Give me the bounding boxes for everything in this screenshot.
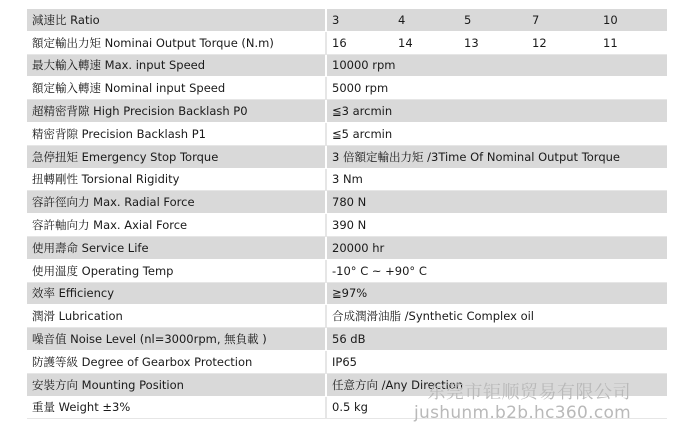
spec-value: ≦3 arcmin bbox=[326, 100, 667, 123]
spec-label: 精密背隙 Precision Backlash P1 bbox=[27, 122, 326, 145]
spec-label: 效率 Efficiency bbox=[27, 282, 326, 305]
spec-value-cell: 4 bbox=[398, 12, 406, 27]
spec-label: 噪音值 Noise Level (nl=3000rpm, 無負載 ) bbox=[27, 328, 326, 351]
spec-label: 最大輸入轉速 Max. input Speed bbox=[27, 54, 326, 77]
spec-label: 額定輸出力矩 Nominai Output Torque (N.m) bbox=[27, 31, 326, 54]
spec-value bbox=[326, 31, 667, 54]
spec-label: 容許徑向力 Max. Radial Force bbox=[27, 191, 326, 214]
spec-value: 10000 rpm bbox=[326, 54, 667, 77]
spec-value: ≦5 arcmin bbox=[326, 122, 667, 145]
spec-label: 重量 Weight ±3% bbox=[27, 396, 326, 419]
spec-value: 5000 rpm bbox=[326, 77, 667, 100]
table-row bbox=[27, 77, 667, 100]
spec-label: 超精密背隙 High Precision Backlash P0 bbox=[27, 100, 326, 123]
spec-label: 使用溫度 Operating Temp bbox=[27, 259, 326, 282]
watermark bbox=[414, 382, 631, 424]
spec-value bbox=[326, 9, 667, 31]
table-row bbox=[27, 100, 667, 123]
table-row bbox=[27, 236, 667, 259]
spec-value-cell: 14 bbox=[398, 35, 413, 50]
spec-value: 56 dB bbox=[326, 328, 667, 351]
spec-value-cell: 10 bbox=[603, 12, 618, 27]
spec-value: 3 倍額定輸出力矩 /3Time Of Nominal Output Torque bbox=[326, 145, 667, 168]
table-row bbox=[27, 168, 667, 191]
spec-label: 安裝方向 Mounting Position bbox=[27, 373, 326, 396]
spec-label: 防護等級 Degree of Gearbox Protection bbox=[27, 350, 326, 373]
table-row bbox=[27, 350, 667, 373]
table-row bbox=[27, 191, 667, 214]
spec-value-cell: 3 bbox=[332, 12, 340, 27]
spec-value: 任意方向 /Any Direction bbox=[326, 373, 667, 396]
table-row bbox=[27, 328, 667, 351]
spec-value-cell: 5 bbox=[464, 12, 472, 27]
table-row bbox=[27, 145, 667, 168]
spec-value-cell: 7 bbox=[532, 12, 540, 27]
spec-label: 額定輸入轉速 Nominal input Speed bbox=[27, 77, 326, 100]
watermark-company: 东莞市钜顺贸易有限公司 bbox=[427, 382, 632, 403]
table-row bbox=[27, 214, 667, 237]
spec-label: 急停扭矩 Emergency Stop Torque bbox=[27, 145, 326, 168]
table-row bbox=[27, 259, 667, 282]
spec-label: 減速比 Ratio bbox=[27, 9, 326, 31]
spec-value-cell: 13 bbox=[464, 35, 479, 50]
spec-value: 20000 hr bbox=[326, 236, 667, 259]
spec-value: 390 N bbox=[326, 214, 667, 237]
spec-value: 3 Nm bbox=[326, 168, 667, 191]
spec-value-cell: 11 bbox=[603, 35, 618, 50]
table-row bbox=[27, 31, 667, 54]
spec-value: ≧97% bbox=[326, 282, 667, 305]
spec-label: 扭轉剛性 Torsional Rigidity bbox=[27, 168, 326, 191]
spec-value: 合成潤滑油脂 /Synthetic Complex oil bbox=[326, 305, 667, 328]
table-row bbox=[27, 122, 667, 145]
spec-value: 0.5 kg bbox=[326, 396, 667, 419]
spec-label: 容許軸向力 Max. Axial Force bbox=[27, 214, 326, 237]
spec-value: IP65 bbox=[326, 350, 667, 373]
spec-value: -10° C ~ +90° C bbox=[326, 259, 667, 282]
spec-value-cell: 12 bbox=[532, 35, 547, 50]
spec-value: 780 N bbox=[326, 191, 667, 214]
watermark-url: jushunm.b2b.hc360.com bbox=[414, 403, 632, 423]
table-row bbox=[27, 54, 667, 77]
spec-table bbox=[27, 9, 667, 419]
spec-label: 使用壽命 Service Life bbox=[27, 236, 326, 259]
spec-label: 潤滑 Lubrication bbox=[27, 305, 326, 328]
table-row bbox=[27, 282, 667, 305]
table-row bbox=[27, 9, 667, 31]
table-row bbox=[27, 305, 667, 328]
spec-value-cell: 16 bbox=[332, 35, 347, 50]
